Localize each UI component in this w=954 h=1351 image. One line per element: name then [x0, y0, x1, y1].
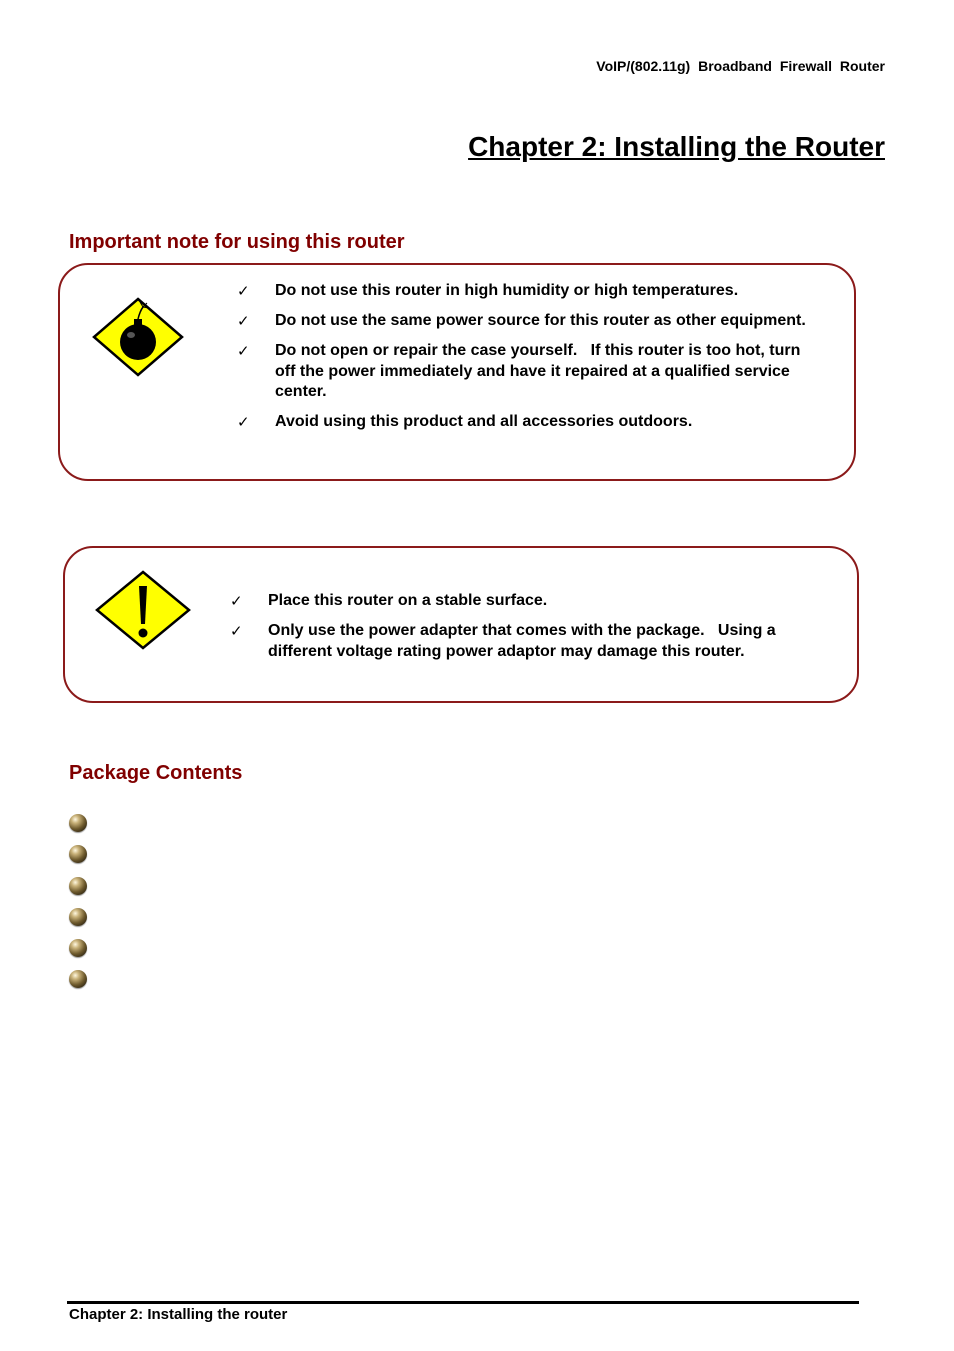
- bomb-warning-icon: [91, 295, 185, 379]
- note-item: ✓ Place this router on a stable surface.: [230, 592, 548, 610]
- bullet-icon: [69, 970, 87, 988]
- exclamation-warning-icon: [95, 570, 191, 650]
- bullet-icon: [69, 908, 87, 926]
- checkmark-icon: ✓: [230, 592, 243, 610]
- footer-text: Chapter 2: Installing the router: [69, 1306, 288, 1323]
- footer-divider: [67, 1301, 859, 1304]
- bullet-icon: [69, 939, 87, 957]
- note-item: ✓ Only use the power adapter that comes with the package. Using a different voltage rating power adaptor may damage this router.: [230, 622, 781, 660]
- checkmark-icon: ✓: [230, 622, 243, 640]
- checkmark-icon: ✓: [237, 312, 250, 330]
- note-item: ✓ Avoid using this product and all accessories outdoors.: [237, 413, 693, 431]
- note-item: ✓ Do not use this router in high humidity or high temperatures.: [237, 282, 739, 300]
- bullet-icon: [69, 845, 87, 863]
- bullet-icon: [69, 814, 87, 832]
- running-header: VoIP/(802.11g) Broadband Firewall Router: [596, 58, 885, 74]
- important-note-list: [237, 281, 831, 442]
- note-item: ✓ Do not use the same power source for this router as other equipment.: [237, 312, 806, 330]
- important-note-heading: Important note for using this router: [69, 231, 405, 253]
- checkmark-icon: ✓: [237, 282, 250, 300]
- checkmark-icon: ✓: [237, 413, 250, 431]
- note-item: ✓ Do not open or repair the case yourself. If this router is too hot, turn off the power immediately and have it repaired at a qualified service center.: [237, 342, 805, 400]
- chapter-title: Chapter 2: Installing the Router: [468, 131, 885, 162]
- caution-note-list: [230, 591, 820, 672]
- bullet-icon: [69, 877, 87, 895]
- checkmark-icon: ✓: [237, 342, 250, 360]
- package-contents-heading: Package Contents: [69, 762, 243, 784]
